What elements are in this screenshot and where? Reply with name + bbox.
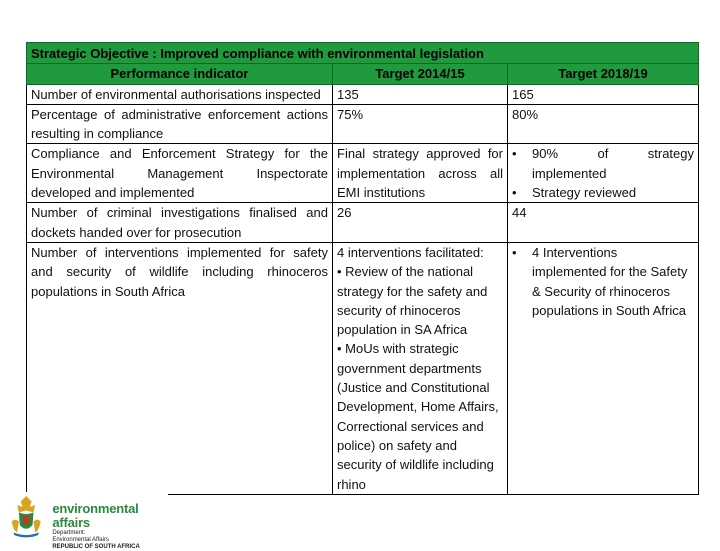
target-2018-cell bbox=[508, 144, 699, 203]
logo-text bbox=[52, 502, 168, 551]
strategic-objective-heading: Strategic Objective : Improved compliance with environmental legislation bbox=[27, 43, 699, 64]
target-2018-cell: 44 bbox=[508, 203, 699, 243]
bullet-item: • Strategy reviewed bbox=[512, 183, 694, 202]
logo-line1: Department: bbox=[52, 530, 86, 536]
intervention-item: • Review of the national strategy for the safety and security of rhinoceros population in SA Africa bbox=[337, 264, 488, 338]
target-2018-cell bbox=[508, 242, 699, 494]
target-2014-cell: 26 bbox=[333, 203, 508, 243]
header-performance-indicator: Performance indicator bbox=[27, 64, 333, 84]
logo-brand: environmental affairs bbox=[52, 501, 139, 530]
bullet-item: • 90% of strategy implemented bbox=[512, 144, 694, 183]
target-2018-cell: 165 bbox=[508, 84, 699, 104]
header-target-2018: Target 2018/19 bbox=[508, 64, 699, 84]
coat-of-arms-icon bbox=[8, 492, 44, 540]
table-row bbox=[27, 242, 699, 494]
target-2014-cell: 135 bbox=[333, 84, 508, 104]
objective-row bbox=[27, 43, 699, 64]
logo-line3: REPUBLIC OF SOUTH AFRICA bbox=[52, 544, 140, 550]
bullet-icon: • bbox=[512, 146, 517, 162]
logo-line2: Environmental Affairs bbox=[52, 537, 109, 543]
intervention-item: • MoUs with strategic government departments (Justice and Constitutional Development, Home Affairs, Correctional services and police) on safety and security of wildlife including rhino bbox=[337, 341, 499, 492]
table-row bbox=[27, 84, 699, 104]
target-2014-cell bbox=[333, 242, 508, 494]
table-row bbox=[27, 104, 699, 144]
table-row bbox=[27, 203, 699, 243]
department-logo bbox=[8, 492, 168, 550]
compliance-table-wrapper bbox=[26, 42, 698, 495]
bullet-icon: • bbox=[512, 244, 517, 260]
interventions-intro: 4 interventions facilitated: bbox=[337, 244, 484, 260]
indicator-cell: Percentage of administrative enforcement actions resulting in compliance bbox=[27, 104, 333, 144]
header-row bbox=[27, 64, 699, 84]
bullet-icon: • bbox=[512, 185, 517, 201]
header-target-2014: Target 2014/15 bbox=[333, 64, 508, 84]
indicator-cell: Number of criminal investigations finalised and dockets handed over for prosecution bbox=[27, 203, 333, 243]
target-2014-cell: Final strategy approved for implementation across all EMI institutions bbox=[333, 144, 508, 203]
indicator-cell: Compliance and Enforcement Strategy for the Environmental Management Inspectorate developed and implemented bbox=[27, 144, 333, 203]
indicator-cell: Number of interventions implemented for safety and security of wildlife including rhinoceros populations in South Africa bbox=[27, 242, 333, 494]
target-2014-cell: 75% bbox=[333, 104, 508, 144]
indicator-cell: Number of environmental authorisations inspected bbox=[27, 84, 333, 104]
compliance-table bbox=[26, 42, 699, 495]
bullet-item: • 4 Interventions implemented for the Safety & Security of rhinoceros populations in South Africa bbox=[512, 243, 694, 320]
target-2018-cell: 80% bbox=[508, 104, 699, 144]
table-row bbox=[27, 144, 699, 203]
